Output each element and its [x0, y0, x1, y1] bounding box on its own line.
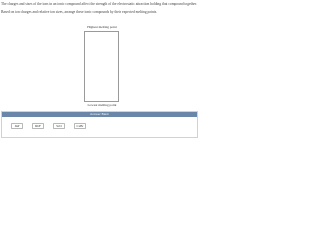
highest-melting-point-label: Highest melting point [87, 25, 117, 29]
ranking-area [80, 25, 124, 109]
answer-chip-inp[interactable] [11, 123, 23, 129]
chip-label: RbF [35, 124, 41, 128]
answer-chip-rbf[interactable] [32, 123, 44, 129]
chip-label: CsBr [76, 124, 84, 128]
chip-label: SrO [56, 124, 62, 128]
answer-bank-title: Answer Bank [2, 112, 197, 117]
chip-label: InP [14, 124, 20, 128]
ranking-drop-zone[interactable] [84, 31, 119, 102]
page [0, 0, 200, 139]
answer-bank-items [2, 117, 197, 138]
answer-chip-sro[interactable] [53, 123, 65, 129]
answer-bank [1, 111, 198, 138]
question-text [1, 2, 197, 19]
question-paragraph-2: Based on ion charges and relative ion sizes, arrange these ionic compounds by their expected melting points. [1, 10, 158, 15]
answer-chip-csbr[interactable] [74, 123, 86, 129]
question-paragraph-1: The charges and sizes of the ions in an ionic compound affect the strength of the electrostatic attraction holding that compound together. [1, 2, 197, 6]
lowest-melting-point-label: Lowest melting point [87, 103, 117, 107]
